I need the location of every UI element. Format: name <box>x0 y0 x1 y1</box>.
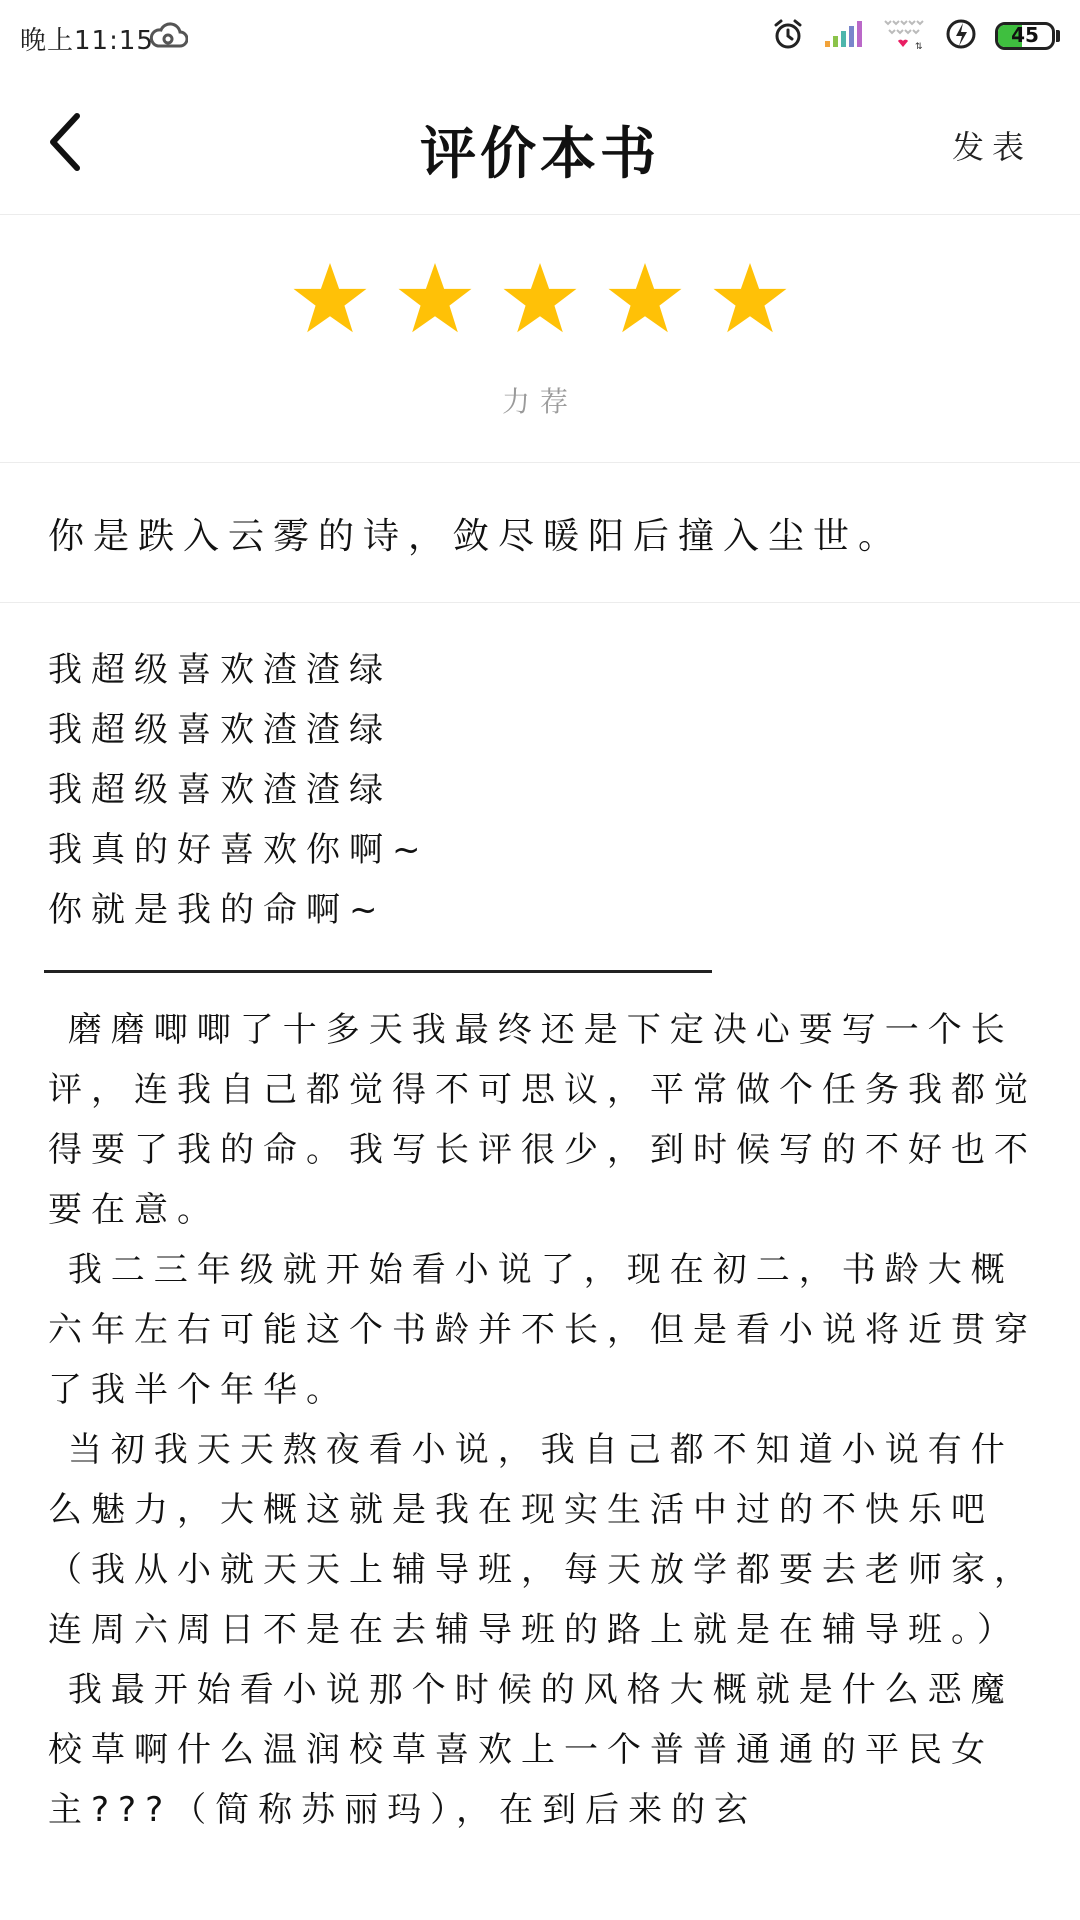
nav-divider <box>0 214 1080 215</box>
charging-icon <box>945 18 977 54</box>
battery-body <box>995 22 1055 50</box>
star-icon-1[interactable] <box>292 260 368 336</box>
wifi-hearts-icon <box>881 17 927 55</box>
battery-tip <box>1056 30 1060 42</box>
status-icons <box>771 18 1060 54</box>
star-icon-5[interactable] <box>712 260 788 336</box>
title-divider <box>0 602 1080 603</box>
cloud-icon <box>148 20 188 52</box>
review-line: 我超级喜欢渣渣绿 <box>48 710 392 750</box>
status-time: 晚上11:15 <box>20 26 154 56</box>
review-paragraph: 当初我天天熬夜看小说，我自己都不知道小说有什么魅力，大概这就是我在现实生活中过的不快乐吧（我从小就天天上辅导班，每天放学都要去老师家，连周六周日不是在去辅导班的路上就是在辅导班。） <box>48 1430 1037 1650</box>
review-body-textarea[interactable] <box>48 640 1038 1840</box>
battery-indicator <box>995 22 1060 50</box>
review-line: 我超级喜欢渣渣绿 <box>48 770 392 810</box>
nav-bar <box>0 72 1080 214</box>
star-icon-3[interactable] <box>502 260 578 336</box>
rating-divider <box>0 462 1080 463</box>
review-line: 我超级喜欢渣渣绿 <box>48 650 392 690</box>
publish-button[interactable]: 发表 <box>951 128 1032 166</box>
review-line: 你就是我的命啊~ <box>48 890 387 930</box>
review-paragraph: 我二三年级就开始看小说了，现在初二，书龄大概六年左右可能这个书龄并不长，但是看小说将近贯穿了我半个年华。 <box>48 1250 1037 1410</box>
signal-icon <box>823 19 863 53</box>
review-paragraph: 磨磨唧唧了十多天我最终还是下定决心要写一个长评，连我自己都觉得不可思议，平常做个任务我都觉得要了我的命。我写长评很少，到时候写的不好也不要在意。 <box>48 1010 1037 1230</box>
separator-line <box>48 940 1038 1000</box>
review-title-input[interactable]: 你是跌入云雾的诗，敛尽暖阳后撞入尘世。 <box>48 516 904 557</box>
battery-level: 45 <box>1011 23 1039 47</box>
star-icon-4[interactable] <box>607 260 683 336</box>
alarm-icon <box>771 17 805 55</box>
rating-label: 力荐 <box>501 385 578 418</box>
star-icon-2[interactable] <box>397 260 473 336</box>
review-paragraph: 我最开始看小说那个时候的风格大概就是什么恶魔校草啊什么温润校草喜欢上一个普普通通的平民女主???（简称苏丽玛），在到后来的玄 <box>48 1670 1014 1830</box>
star-rating[interactable] <box>0 260 1080 336</box>
status-bar <box>0 0 1080 72</box>
review-line: 我真的好喜欢你啊~ <box>48 830 430 870</box>
svg-text:⇅: ⇅ <box>915 42 923 51</box>
page-title: 评价本书 <box>420 122 660 187</box>
